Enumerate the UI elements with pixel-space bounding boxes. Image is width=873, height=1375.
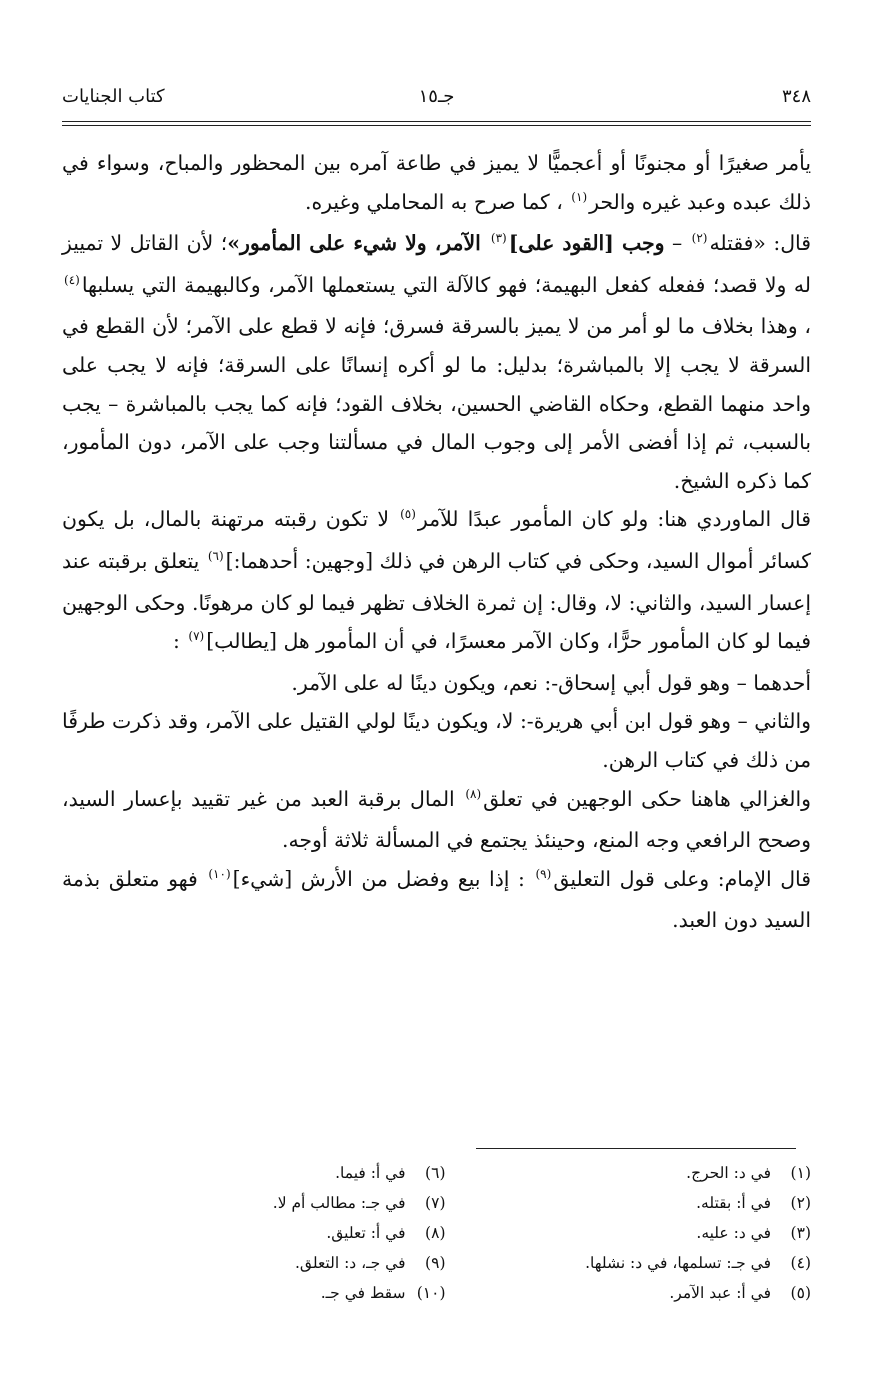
footnote-ref: (١) [571, 189, 588, 204]
footnotes [80, 1158, 811, 1308]
footnote-item: (٤)في جـ: تسلمها، في د: نشلها. [585, 1254, 811, 1272]
paragraph-1: يأمر صغيرًا أو مجنونًا أو أعجميًّا لا يميز في طاعة آمره بين المحظور والمباح، وسواء في ذلك عبده وعبد غيره والحر$^{(١)}$ ، كما صرح به المحاملي وغيره. [62, 151, 811, 214]
footnote-ref: (٣) [490, 231, 507, 246]
footnote-ref: (٨) [465, 786, 482, 801]
book-title: كتاب الجنايات [62, 86, 165, 107]
footnotes-right-column [446, 1158, 812, 1308]
footnote-ref: (٩) [535, 866, 552, 881]
footnote-ref: (٢) [691, 231, 708, 246]
footnote-ref: (٥) [400, 507, 416, 522]
footnote-ref: (٧) [188, 629, 205, 644]
footnote-item: (٦)في أ: فيما. [335, 1164, 446, 1182]
paragraph-4: أحدهما – وهو قول أبي إسحاق-: نعم، ويكون دينًا له على الآمر. [291, 670, 811, 695]
footnotes-left-column [80, 1158, 446, 1308]
footnote-ref: (٤) [64, 272, 80, 287]
paragraph-3: قال الماوردي هنا: ولو كان المأمور عبدًا للآمر$^{(٥)}$ لا تكون رقبته مرتهنة بالمال، بل يكون كسائر أموال السيد، وحكى في كتاب الرهن في ذلك [وجهين: أحدهما:]$^{(٦)}$ يتعلق برقبته عند إعسار السيد، والثاني: لا، وقال: إن ثمرة الخلاف تظهر فيما لو كان مرهونًا. وحكى الوجهين فيما لو كان المأمور حرًّا، وكان الآمر معسرًا، في أن المأمور هل [يطالب]$^{(٧)}$ : [62, 507, 811, 654]
footnote-item: (٣)في د: عليه. [696, 1224, 811, 1242]
volume-label: جـ١٥ [418, 86, 455, 107]
page-number: ٣٤٨ [781, 86, 811, 107]
footnote-item: (٢)في أ: بقتله. [696, 1194, 811, 1212]
footnote-item: (٩)في جـ، د: التعلق. [294, 1254, 446, 1272]
paragraph-6: والغزالي هاهنا حكى الوجهين في تعلق$^{(٨)}$ المال برقبة العبد من غير تقييد بإعسار السيد، وصحح الرافعي وجه المنع، وحينئذ يجتمع في المسألة ثلاثة أوجه. [62, 786, 811, 853]
footnote-item: (١)في د: الحرج. [686, 1164, 811, 1182]
footnote-rule [476, 1148, 796, 1149]
footnote-item: (٧)في جـ: مطالب أم لا. [272, 1194, 446, 1212]
header-rule-top [62, 121, 811, 122]
page-header [62, 86, 811, 116]
footnote-item: (٨)في أ: تعليق. [326, 1224, 446, 1242]
header-rule-bottom [62, 125, 811, 126]
paragraph-7: قال الإمام: وعلى قول التعليق$^{(٩)}$ : إذا بيع وفضل من الأرش [شيء]$^{(١٠)}$ فهو متعلق بذمة السيد دون العبد. [62, 866, 811, 933]
paragraph-2: قال: «فقتله$^{(٢)}$ – وجب [القود على]$^{(٣)}$ الآمر، ولا شيء على المأمور»؛ لأن القاتل لا تمييز له ولا قصد؛ ففعله كفعل البهيمة؛ فهو كالآلة التي يستعملها الآمر، وكالبهيمة التي يسلبها$^{(٤)}$ ، وهذا بخلاف ما لو أمر من لا يميز بالسرقة فسرق؛ فإنه لا قطع على الآمر؛ لأن القطع في السرقة لا يجب إلا بالمباشرة؛ بدليل: ما لو أكره إنسانًا على السرقة؛ فإنه لا يجب على واحد منهما القطع، وحكاه القاضي الحسين، بخلاف القود؛ فإنه كما يجب بالمباشرة – يجب بالسبب، ثم إذا أفضى الأمر إلى وجوب المال في مسألتنا وجب على الآمر، دون المأمور، كما ذكره الشيخ. [62, 231, 812, 493]
footnote-item: (١٠)سقط في جـ. [320, 1284, 446, 1302]
paragraph-5: والثاني – وهو قول ابن أبي هريرة-: لا، ويكون دينًا لولي القتيل على الآمر، وقد ذكرت طرفًا من ذلك في كتاب الرهن. [62, 709, 811, 772]
main-text [62, 144, 811, 940]
footnote-ref: (٦) [207, 548, 224, 563]
footnote-ref: (١٠) [208, 866, 231, 881]
footnote-item: (٥)في أ: عبد الآمر. [669, 1284, 811, 1302]
